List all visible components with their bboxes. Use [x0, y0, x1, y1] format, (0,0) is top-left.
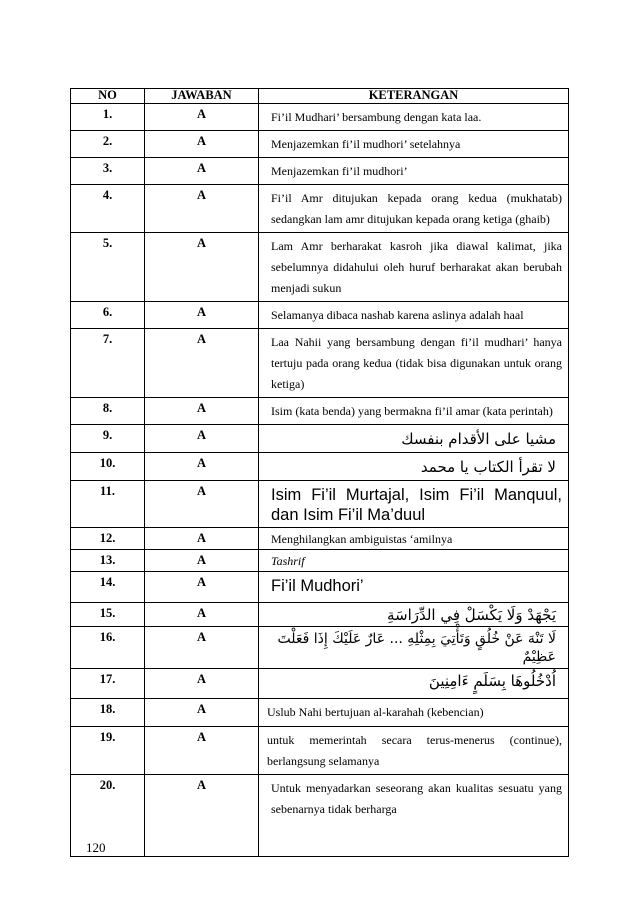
cell-keterangan: Laa Nahii yang bersambung dengan fi’il mudhari’ hanya tertuju pada orang kedua (tidak bisa digunakan untuk orang ketiga)	[259, 329, 569, 398]
table-row	[71, 233, 569, 302]
cell-no: 6.	[71, 302, 145, 329]
cell-keterangan: Menjazemkan fi’il mudhori’ setelahnya	[259, 131, 569, 158]
cell-no: 15.	[71, 603, 145, 627]
cell-jawaban: A	[145, 528, 259, 550]
cell-jawaban: A	[145, 453, 259, 481]
cell-jawaban: A	[145, 572, 259, 603]
answer-table	[70, 88, 569, 857]
cell-jawaban: A	[145, 775, 259, 857]
cell-jawaban: A	[145, 727, 259, 775]
cell-no: 17.	[71, 669, 145, 699]
cell-no: 18.	[71, 699, 145, 727]
cell-no: 7.	[71, 329, 145, 398]
page-number: 120	[86, 840, 106, 855]
cell-keterangan: لَا تَنْهَ عَنْ خُلُقٍ وَتَأْتِيَ بِمِثْلِهِ ... عَارٌ عَلَيْكَ إِذَا فَعَلْتَ عَظِيْمٌ	[259, 627, 569, 669]
cell-keterangan: Tashrif	[259, 550, 569, 572]
cell-no: 2.	[71, 131, 145, 158]
cell-keterangan: Untuk menyadarkan seseorang akan kualitas sesuatu yang sebenarnya tidak berharga	[259, 775, 569, 857]
cell-keterangan: مشيا على الأقدام بنفسك	[259, 425, 569, 453]
cell-keterangan: Menghilangkan ambiguistas ‘amilnya	[259, 528, 569, 550]
cell-jawaban: A	[145, 550, 259, 572]
cell-no: 11.	[71, 481, 145, 528]
table-row	[71, 131, 569, 158]
cell-keterangan: Lam Amr berharakat kasroh jika diawal kalimat, jika sebelumnya didahului oleh huruf berharakat akan berubah menjadi sukun	[259, 233, 569, 302]
table-row	[71, 398, 569, 425]
table-row	[71, 572, 569, 603]
table-row	[71, 453, 569, 481]
cell-no: 19.	[71, 727, 145, 775]
table-row	[71, 775, 569, 857]
cell-keterangan: Isim (kata benda) yang bermakna fi’il amar (kata perintah)	[259, 398, 569, 425]
cell-jawaban: A	[145, 131, 259, 158]
cell-jawaban: A	[145, 481, 259, 528]
header-no: NO	[71, 89, 145, 104]
cell-jawaban: A	[145, 699, 259, 727]
cell-keterangan: Fi’il Mudhori’	[259, 572, 569, 603]
table-row	[71, 699, 569, 727]
table-row	[71, 550, 569, 572]
cell-no: 9.	[71, 425, 145, 453]
table-header-row	[71, 89, 569, 104]
cell-no: 10.	[71, 453, 145, 481]
cell-keterangan: Menjazemkan fi’il mudhori’	[259, 158, 569, 185]
cell-keterangan: Fi’il Amr ditujukan kepada orang kedua (mukhatab) sedangkan lam amr ditujukan kepada orang ketiga (ghaib)	[259, 185, 569, 233]
table-row	[71, 158, 569, 185]
cell-jawaban: A	[145, 425, 259, 453]
table-row	[71, 104, 569, 131]
table-row	[71, 528, 569, 550]
cell-keterangan: untuk memerintah secara terus-menerus (continue), berlangsung selamanya	[259, 727, 569, 775]
cell-no: 5.	[71, 233, 145, 302]
cell-jawaban: A	[145, 104, 259, 131]
table-row	[71, 481, 569, 528]
cell-no: 20.	[71, 775, 145, 857]
cell-jawaban: A	[145, 185, 259, 233]
cell-jawaban: A	[145, 329, 259, 398]
cell-jawaban: A	[145, 158, 259, 185]
table-row	[71, 727, 569, 775]
table-row	[71, 329, 569, 398]
cell-no: 3.	[71, 158, 145, 185]
cell-keterangan: اُدْخُلُوهَا بِسَلَمٍ ءَامِنِينَ	[259, 669, 569, 699]
header-keterangan: KETERANGAN	[259, 89, 569, 104]
cell-keterangan: Uslub Nahi bertujuan al-karahah (kebencian)	[259, 699, 569, 727]
cell-keterangan: Isim Fi’il Murtajal, Isim Fi’il Manquul, dan Isim Fi’il Ma’duul	[259, 481, 569, 528]
cell-jawaban: A	[145, 627, 259, 669]
header-jawaban: JAWABAN	[145, 89, 259, 104]
cell-jawaban: A	[145, 233, 259, 302]
table-row	[71, 669, 569, 699]
cell-no: 14.	[71, 572, 145, 603]
cell-no: 4.	[71, 185, 145, 233]
cell-keterangan: يَجْهَدْ وَلَا يَكْسَلْ فِي الدِّرَاسَةِ	[259, 603, 569, 627]
cell-keterangan: Fi’il Mudhari’ bersambung dengan kata laa.	[259, 104, 569, 131]
cell-keterangan: لا تقرأ الكتاب يا محمد	[259, 453, 569, 481]
cell-jawaban: A	[145, 603, 259, 627]
cell-no: 8.	[71, 398, 145, 425]
cell-jawaban: A	[145, 302, 259, 329]
cell-no: 13.	[71, 550, 145, 572]
table-row	[71, 185, 569, 233]
cell-no: 1.	[71, 104, 145, 131]
table-row	[71, 425, 569, 453]
cell-no: 12.	[71, 528, 145, 550]
cell-jawaban: A	[145, 669, 259, 699]
table-row	[71, 603, 569, 627]
cell-no: 16.	[71, 627, 145, 669]
table-row	[71, 627, 569, 669]
table-row	[71, 302, 569, 329]
cell-keterangan: Selamanya dibaca nashab karena aslinya adalah haal	[259, 302, 569, 329]
cell-jawaban: A	[145, 398, 259, 425]
